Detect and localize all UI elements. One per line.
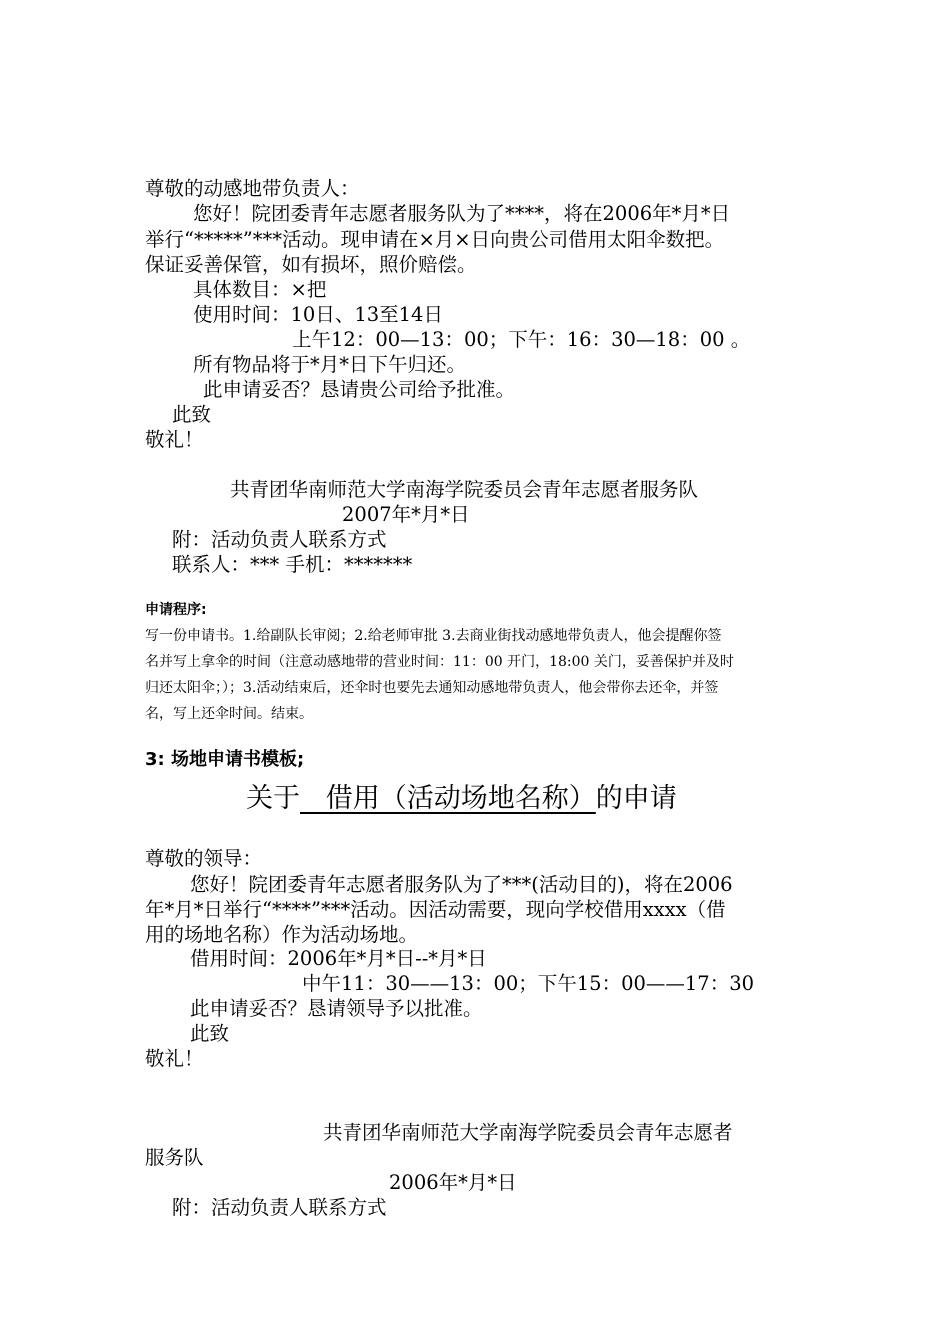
letter1-closing: 此致 [172,403,212,426]
letter1-usage-hours: 上午12：00—13：00；下午：16：30—18：00 。 [292,328,751,351]
letter2-signature-date: 2006年*月*日 [389,1171,517,1194]
letter1-attachment: 附：活动负责人联系方式 [172,528,387,551]
letter2-borrow-date: 借用时间：2006年*月*日--*月*日 [190,947,487,970]
letter2-signature-org-cont: 服务队 [145,1146,204,1169]
procedure-heading: 申请程序: [145,602,207,618]
procedure-line: 归还太阳伞；）；3.活动结束后，还伞时也要先去通知动感地带负责人，他会带你去还伞，并签 [145,680,719,696]
letter1-signature-org: 共青团华南师范大学南海学院委员会青年志愿者服务队 [230,478,699,501]
letter1-body-line: 您好！院团委青年志愿者服务队为了****，将在2006年*月*日 [193,202,731,225]
letter1-return-note: 所有物品将于*月*日下午归还。 [193,353,467,376]
procedure-line: 名并写上拿伞的时间（注意动感地带的营业时间：11：00 开门，18:00 关门，妥善保护并及时 [145,654,734,670]
letter1-contact: 联系人：*** 手机：******* [172,553,413,576]
letter2-body-line: 您好！院团委青年志愿者服务队为了***(活动目的)，将在2006 [190,873,733,896]
letter1-closing-regards: 敬礼！ [145,428,204,451]
letter2-salutation: 尊敬的领导： [145,847,263,870]
letter1-quantity: 具体数目：×把 [193,278,327,301]
title-prefix: 关于 [246,783,300,814]
letter1-signature-date: 2007年*月*日 [342,503,470,526]
letter1-body-line: 举行“*****”***活动。现申请在×月×日向贵公司借用太阳伞数把。 [145,228,725,251]
title-underlined: 借用（活动场地名称） [300,783,596,814]
letter2-signature-org: 共青团华南师范大学南海学院委员会青年志愿者 [323,1121,733,1144]
letter2-closing-regards: 敬礼！ [145,1047,204,1070]
letter2-borrow-hours: 中午11：30——13：00；下午15：00——17：30 [302,972,755,995]
section3-heading: 3: 场地申请书模板; [145,749,305,770]
letter2-closing: 此致 [190,1022,230,1045]
letter1-body-line: 保证妥善保管，如有损坏，照价赔偿。 [145,253,477,276]
document-title [246,781,677,817]
letter2-body-line: 用的场地名称）作为活动场地。 [145,923,419,946]
letter2-body-line: 年*月*日举行“****”***活动。因活动需要，现向学校借用xxxx（借 [145,898,726,921]
letter1-salutation: 尊敬的动感地带负责人： [145,177,360,200]
procedure-line: 名，写上还伞时间。结束。 [145,706,313,722]
title-suffix: 的申请 [595,783,677,814]
letter1-request: 此申请妥否？恳请贵公司给予批准。 [203,378,516,401]
letter1-usage-time: 使用时间：10日、13至14日 [193,303,443,326]
letter2-attachment: 附：活动负责人联系方式 [172,1196,387,1219]
procedure-line: 写一份申请书。1.给副队长审阅；2.给老师审批 3.去商业街找动感地带负责人，他会提醒你签 [145,628,722,644]
letter2-request: 此申请妥否？恳请领导予以批准。 [190,997,483,1020]
